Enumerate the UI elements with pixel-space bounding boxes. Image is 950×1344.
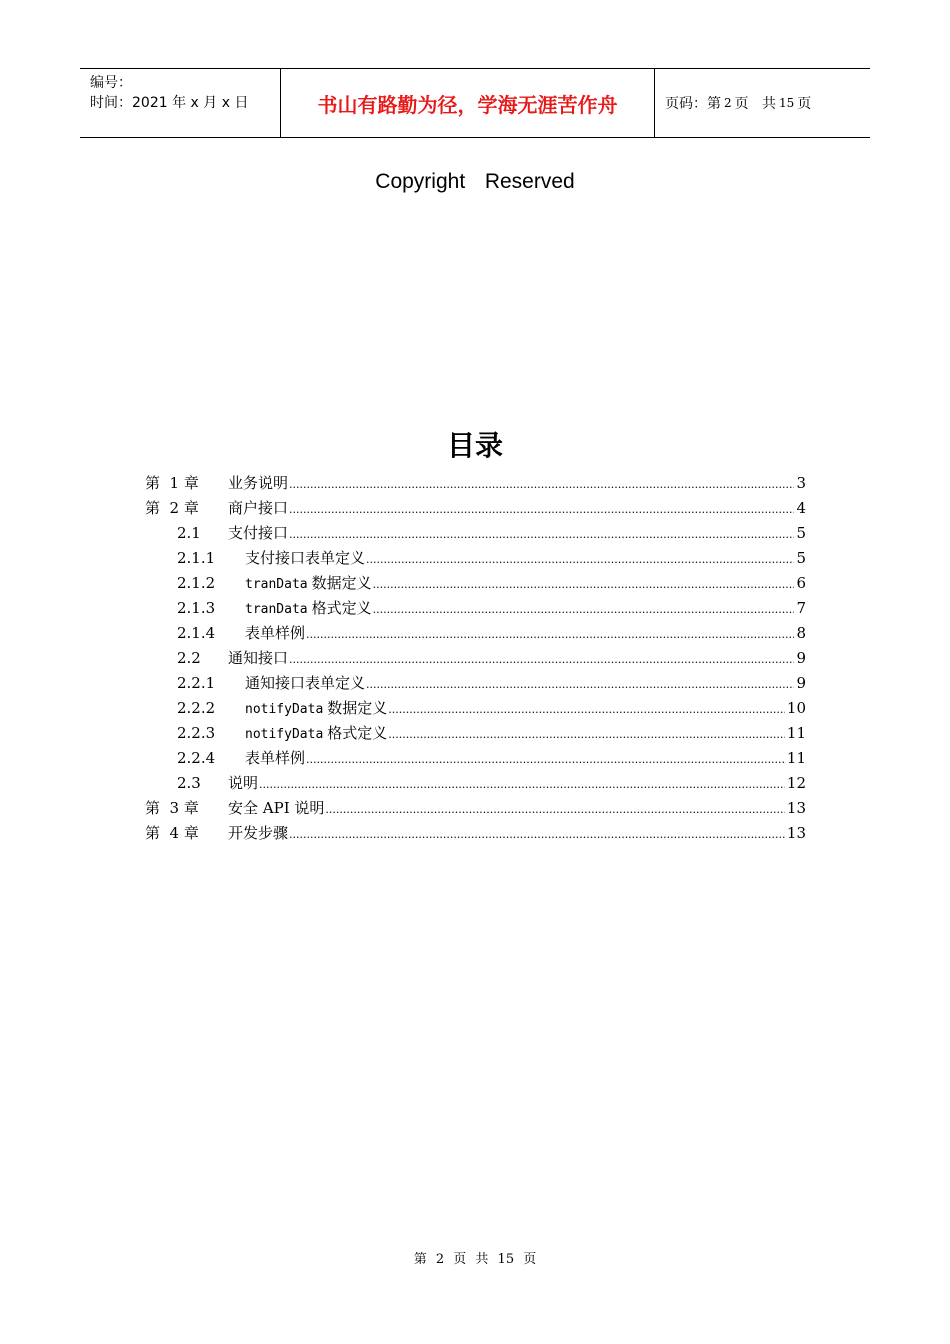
toc-entry-body: [245, 572, 806, 593]
toc-entry-leader: [373, 599, 795, 617]
toc-entry-title: 商户接口: [228, 499, 289, 517]
toc-entry-page: 9: [796, 649, 806, 667]
toc-entry-leader: [289, 824, 785, 842]
toc-entry-leader: [289, 649, 794, 667]
toc-entry[interactable]: [0, 545, 950, 570]
toc-entry[interactable]: [0, 470, 950, 495]
toc-entry-leader: [306, 624, 794, 642]
toc-entry-leader: [373, 574, 795, 592]
toc-entry-number: 2.1.1: [177, 548, 216, 567]
toc-entry[interactable]: [0, 795, 950, 820]
toc-entry-leader: [259, 774, 785, 792]
toc-entry-page: 3: [796, 474, 806, 492]
toc-entry-body: [228, 822, 806, 843]
toc-entry-page: 11: [786, 749, 806, 767]
toc-entry-body: [245, 722, 806, 743]
toc-entry-number: 2.2.4: [177, 748, 216, 767]
toc-entry-body: [245, 547, 806, 568]
toc-entry-title: 开发步骤: [228, 824, 289, 842]
toc-entry-number: 2.2.2: [177, 698, 216, 717]
toc-entry-title: 通知接口: [228, 649, 289, 667]
number-label: 编号：: [90, 75, 132, 91]
toc-entry[interactable]: [0, 770, 950, 795]
toc-entry-title: 安全 API 说明: [228, 799, 325, 817]
toc-entry-page: 5: [796, 524, 806, 542]
toc-entry-number: 第 2 章: [145, 499, 199, 517]
toc-entry-code: tranData: [245, 602, 308, 617]
page-prefix: 页码：第: [665, 96, 721, 112]
toc-entry[interactable]: [0, 720, 950, 745]
toc-entry-number: 第 3 章: [145, 799, 199, 817]
page-current: 2: [724, 96, 732, 110]
toc-entry-number: 2.1: [177, 523, 201, 542]
time-label: 时间：2021 年 x 月 x 日: [90, 95, 249, 111]
toc-entry-body: [245, 747, 806, 768]
toc-entry-page: 13: [786, 799, 806, 817]
toc-entry-number: 第 4 章: [145, 824, 199, 842]
toc-entry-number: 第 1 章: [145, 474, 199, 492]
toc-entry-body: [245, 697, 806, 718]
toc-entry-body: [228, 647, 806, 668]
toc-entry-leader: [366, 674, 794, 692]
toc-entry-leader: [289, 524, 794, 542]
toc-entry-code: notifyData: [245, 727, 324, 742]
toc-entry-number: 2.1.3: [177, 598, 216, 617]
toc-entry-page: 5: [796, 549, 806, 567]
toc-entry-leader: [289, 474, 794, 492]
toc-entry-code: tranData: [245, 577, 308, 592]
toc-entry-body: [228, 522, 806, 543]
toc-entry[interactable]: [0, 495, 950, 520]
toc-entry-number: 2.1.4: [177, 623, 216, 642]
header-meta: [80, 69, 281, 137]
page-total: 15: [779, 96, 795, 110]
toc-entry-page: 12: [786, 774, 806, 792]
toc-entry-title: 表单样例: [245, 624, 306, 642]
toc-entry[interactable]: [0, 820, 950, 845]
toc-entry-body: [228, 472, 806, 493]
toc-entry-title: 通知接口表单定义: [245, 674, 366, 692]
toc-entry-leader: [289, 499, 794, 517]
toc-entry-code: notifyData: [245, 702, 324, 717]
toc-entry-leader: [306, 749, 785, 767]
toc-entry[interactable]: [0, 695, 950, 720]
toc-entry-title: 数据定义: [311, 574, 372, 592]
toc-entry-body: [228, 497, 806, 518]
toc-entry-page: 6: [796, 574, 806, 592]
toc-entry-title: 数据定义: [327, 699, 388, 717]
toc-entry[interactable]: [0, 745, 950, 770]
toc-entry-title: 支付接口: [228, 524, 289, 542]
toc-entry-number: 2.2.1: [177, 673, 216, 692]
toc-entry-body: [228, 772, 806, 793]
toc-entry-number: 2.2: [177, 648, 201, 667]
toc-entry-title: 业务说明: [228, 474, 289, 492]
toc-entry-page: 9: [796, 674, 806, 692]
toc-entry-title: 格式定义: [327, 724, 388, 742]
toc-entry-leader: [388, 699, 785, 717]
page-header: [80, 68, 870, 138]
toc-entry-page: 11: [786, 724, 806, 742]
page-footer: 第 2 页 共 15 页: [413, 1252, 537, 1267]
toc-entry-leader: [366, 549, 794, 567]
toc-entry[interactable]: [0, 620, 950, 645]
page-mid: 页 共: [734, 96, 776, 112]
toc-entry-title: 格式定义: [311, 599, 372, 617]
toc-entry-body: [245, 672, 806, 693]
toc-entry-body: [228, 797, 806, 818]
toc-entry-title: 说明: [228, 774, 259, 792]
toc-entry[interactable]: [0, 570, 950, 595]
toc-entry-page: 10: [786, 699, 806, 717]
header-motto: 书山有路勤为径，学海无涯苦作舟: [281, 69, 655, 137]
toc-entry-leader: [388, 724, 785, 742]
toc-title: 目录: [446, 429, 503, 462]
toc-entry-body: [245, 622, 806, 643]
toc-entry-number: 2.3: [177, 773, 201, 792]
toc-entry-page: 7: [796, 599, 806, 617]
page-suffix: 页: [797, 96, 812, 112]
copyright-text: Copyright Reserved: [375, 170, 575, 193]
toc-entry[interactable]: [0, 670, 950, 695]
toc-entry-title: 表单样例: [245, 749, 306, 767]
toc-entry-leader: [325, 799, 785, 817]
toc-entry[interactable]: [0, 645, 950, 670]
toc-entry-number: 2.2.3: [177, 723, 216, 742]
header-page-info: [655, 69, 870, 137]
toc-entry-number: 2.1.2: [177, 573, 216, 592]
toc-entry-page: 8: [796, 624, 806, 642]
toc-entry-title: 支付接口表单定义: [245, 549, 366, 567]
toc-entry-page: 4: [796, 499, 806, 517]
toc-entry[interactable]: [0, 595, 950, 620]
toc-entry-page: 13: [786, 824, 806, 842]
toc-entry-body: [245, 597, 806, 618]
toc-entry[interactable]: [0, 520, 950, 545]
